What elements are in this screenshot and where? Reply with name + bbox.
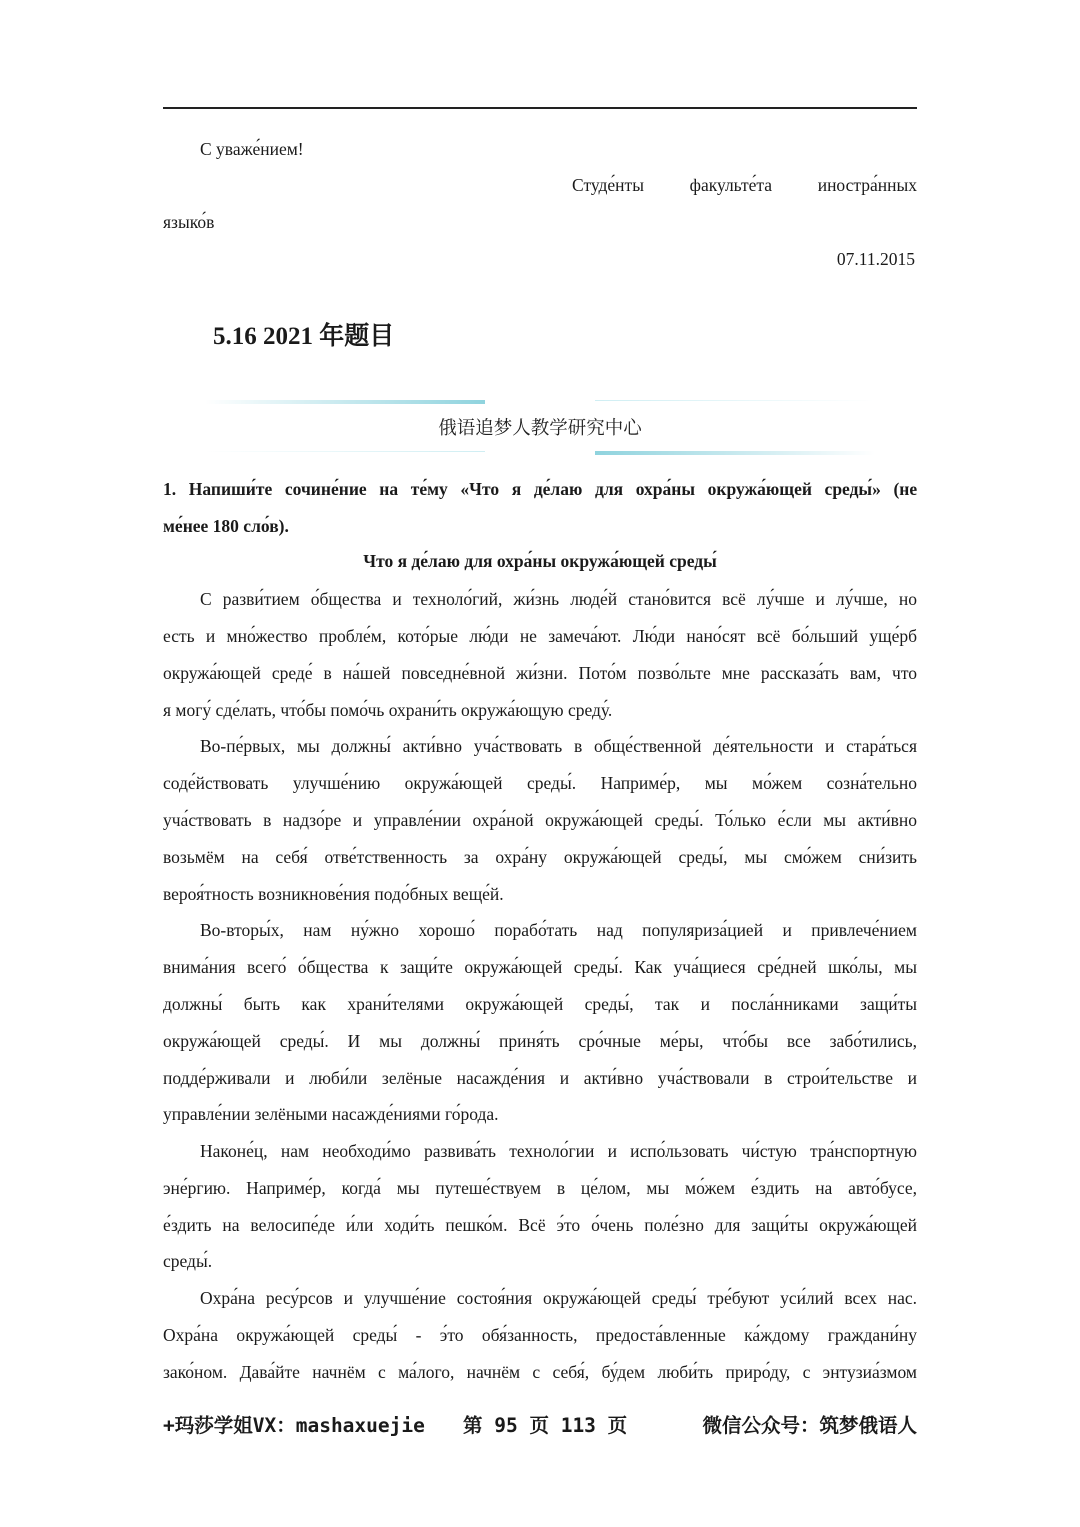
essay-title: Что я де́лаю для охра́ны окружа́ющей среды́ [363, 551, 717, 571]
essay-line: подде́рживали и люби́ли зелёные насажде́ния и акти́вно уча́ствовали в строи́тельстве и [163, 1068, 917, 1088]
signature-word: Студе́нты [572, 175, 644, 195]
essay-line: Охра́на ресу́рсов и улучше́ние состоя́ния окружа́ющей среды́ тре́буют уси́лий всех нас. [200, 1288, 917, 1308]
essay-line: соде́йствовать улучше́нию окружа́ющей среды́. Наприме́р, мы мо́жем созна́тельно [163, 773, 917, 793]
task-word: охра́ны [635, 479, 696, 499]
task-word: «Что [460, 479, 500, 499]
task-word: на [379, 479, 399, 499]
banner-title: 俄语追梦人教学研究中心 [438, 418, 642, 439]
task-word: среды́» [824, 479, 881, 499]
task-word: сочине́ние [284, 479, 367, 499]
footer-page-number: 第 95 页 113 页 [463, 1414, 628, 1437]
footer-contact: +玛莎学姐VX：mashaxuejie [163, 1414, 425, 1437]
task-line-1 [163, 479, 917, 500]
essay-line: уча́ствовать в надзо́ре и управле́нии охра́ной окружа́ющей среды́. То́лько е́сли мы акти́вно [163, 810, 917, 830]
essay-line: Во-пе́рвых, мы должны́ акти́вно уча́ствовать в обще́ственной де́ятельности и стара́ться [200, 736, 917, 756]
essay-line: должны́ быть как храни́телями окружа́ющей среды́, так и посла́нниками защи́ты [163, 994, 917, 1014]
task-word: я [511, 479, 522, 499]
banner [205, 392, 875, 460]
task-word: окружа́ющей [707, 479, 812, 499]
essay-line: зако́ном. Дава́йте начнём с ма́лого, начнём с себя́, бу́дем люби́ть приро́ду, с энтузиа́змом [163, 1362, 917, 1382]
footer-account: 微信公众号：筑梦俄语人 [702, 1414, 917, 1437]
section-title: 5.16 2021 年题目 [213, 323, 395, 350]
essay-line: окружа́ющей среде́ в на́шей повседне́вной жи́зни. Пото́м позво́льте мне рассказа́ть вам, что [163, 663, 917, 683]
essay-line: Охра́на окружа́ющей среды́ - э́то обя́занность, предоста́вленные ка́ждому граждани́ну [163, 1325, 917, 1345]
task-line-2: ме́нее 180 сло́в). [163, 516, 289, 536]
essay-line: С разви́тием о́бщества и техноло́гий, жи́знь люде́й стано́вится всё лу́чше и лу́чше, но [200, 589, 917, 609]
task-word: де́лаю [533, 479, 583, 499]
essay-line: Во-вторы́х, нам ну́жно хорошо́ порабо́тать над популяриза́цией и привлече́нием [200, 920, 917, 940]
essay-line: есть и мно́жество пробле́м, кото́рые лю́ди не замеча́ют. Лю́ди нано́сят всё бо́льший уще́рб [163, 626, 917, 646]
task-word: для [594, 479, 624, 499]
essay-line: е́здить на велосипе́де и́ли ходи́ть пешко́м. Всё э́то о́чень поле́зно для защи́ты окружа́ющей [163, 1215, 917, 1235]
header-rule [163, 107, 917, 109]
task-word: 1. [163, 479, 177, 499]
essay-line: эне́ргию. Наприме́р, когда́ мы путеше́ствуем в це́лом, мы мо́жем е́здить на авто́бусе, [163, 1178, 917, 1198]
essay-line: я могу́ сде́лать, что́бы помо́чь охрани́ть окружа́ющую среду́. [163, 700, 613, 720]
letter-signature-line1 [572, 175, 917, 196]
task-word: те́му [410, 479, 448, 499]
essay-line: окружа́ющей среды́. И мы должны́ приня́ть сро́чные ме́ры, что́бы все забо́тились, [163, 1031, 917, 1051]
letter-signature-line2: языко́в [163, 212, 215, 232]
signature-word: факульте́та [689, 175, 773, 195]
essay-line: возьмём на себя́ отве́тственность за охра́ну окружа́ющей среды́, мы смо́жем сни́зить [163, 847, 917, 867]
essay-line: Наконе́ц, нам необходи́мо развива́ть техноло́гии и испо́льзовать чи́стую тра́нспортную [200, 1141, 917, 1161]
letter-closing: С уваже́нием! [200, 139, 304, 159]
letter-date: 07.11.2015 [836, 249, 915, 269]
task-word: Напиши́те [188, 479, 273, 499]
essay-line: вероя́тность возникнове́ния подо́бных веще́й. [163, 884, 504, 904]
banner-hairline [595, 400, 875, 401]
banner-hairline [205, 451, 485, 452]
signature-word: иностра́нных [817, 175, 918, 195]
banner-line-bottom [595, 451, 875, 455]
task-word: (не [893, 479, 918, 499]
essay-line: среды́. [163, 1251, 213, 1271]
banner-line-top [205, 400, 485, 404]
essay-line: внима́ния всего́ о́бщества к защи́те окружа́ющей среды́. Как уча́щиеся сре́дней шко́лы, мы [163, 957, 917, 977]
essay-line: управле́нии зелёными насажде́ниями го́рода. [163, 1104, 499, 1124]
